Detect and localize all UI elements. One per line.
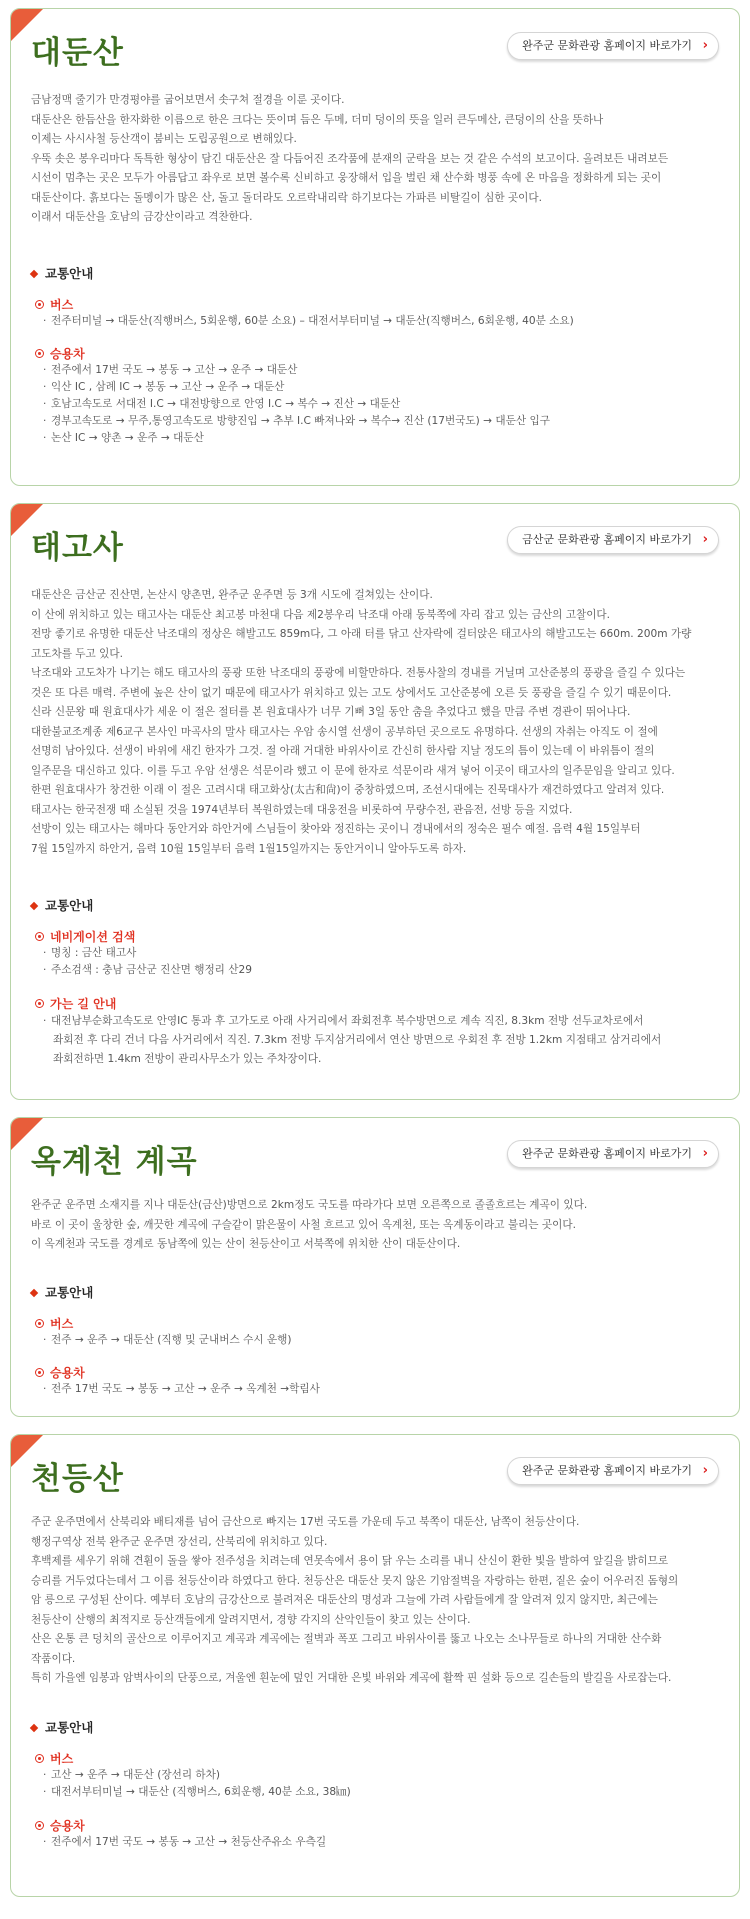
- list-item: · 전주 17번 국도 → 봉동 → 고산 → 운주 → 옥계천 →학림사: [45, 1381, 725, 1398]
- homepage-link-label: 완주군 문화관광 홈페이지 바로가기: [522, 1147, 692, 1160]
- traffic-list: [35, 313, 725, 330]
- desc-line: 대둔산은 금산군 진산면, 논산시 양촌면, 완주군 운주면 등 3개 시도에 걸쳐있는 산이다.: [31, 589, 433, 601]
- list-item: 좌회전하면 1.4km 전방이 관리사무소가 있는 주차장이다.: [53, 1053, 322, 1065]
- traffic-subheading: [35, 996, 725, 1012]
- traffic-group-car: [35, 1818, 725, 1851]
- section-description: [31, 1513, 725, 1689]
- target-bullet-icon: [35, 1754, 44, 1763]
- traffic-subheading: [35, 1818, 725, 1834]
- desc-line: 시선이 멈추는 곳은 모두가 아름답고 좌우로 보면 볼수록 신비하고 웅장해서 입을 벌린 채 산수화 병풍 속에 온 마음을 정화하게 되는 곳이: [31, 172, 662, 184]
- target-bullet-icon: [35, 349, 44, 358]
- diamond-bullet-icon: [30, 269, 38, 277]
- traffic-subheading: [35, 929, 725, 945]
- target-bullet-icon: [35, 932, 44, 941]
- desc-line: 암 릉으로 구성된 산이다. 예부터 호남의 금강산으로 불려져온 대둔산의 명성과 그늘에 가려 사람들에게 잘 알려져 있지 않지만, 최근에는: [31, 1594, 658, 1606]
- target-bullet-icon: [35, 1368, 44, 1377]
- traffic-subheading-label: 버스: [50, 1752, 74, 1766]
- diamond-bullet-icon: [30, 1288, 38, 1296]
- desc-line: 승리를 거두었다는데서 그 이름 천등산이라 하였다고 한다. 천등산은 대둔산 못지 않은 기암절벽을 자랑하는 한편, 짙은 숲이 어우러진 돔형의: [31, 1574, 679, 1587]
- traffic-subheading: [35, 1751, 725, 1767]
- target-bullet-icon: [35, 1821, 44, 1830]
- target-bullet-icon: [35, 999, 44, 1008]
- section-description: [31, 1196, 725, 1255]
- traffic-subheading-label: 승용차: [50, 347, 85, 361]
- desc-line: 금남정맥 줄기가 만경평야를 굽어보면서 솟구쳐 절경을 이룬 곳이다.: [31, 94, 345, 106]
- section-title: 옥계천 계곡: [31, 1144, 198, 1180]
- section-description: [31, 586, 725, 859]
- chevron-right-icon: ›: [702, 1463, 708, 1478]
- traffic-list: [35, 1834, 725, 1851]
- desc-line: 고도차를 두고 있다.: [31, 647, 123, 660]
- desc-line: 한편 원효대사가 창건한 이래 이 절은 고려시대 태고화상(太古和尙)이 중창하였으며, 조선시대에는 진묵대사가 재건하였다고 알려져 있다.: [31, 784, 665, 796]
- traffic-subheading-label: 승용차: [50, 1366, 85, 1380]
- list-item: · 전주터미널 → 대둔산(직행버스, 5회운행, 60분 소요) – 대전서부터미널 → 대둔산(직행버스, 6회운행, 40분 소요): [45, 313, 725, 330]
- desc-line: 일주문을 대신하고 있다. 이를 두고 우암 선생은 석문이라 했고 이 문에 한자로 석문이라 새겨 넣어 이곳이 태고사의 일주문임을 알리고 있다.: [31, 764, 675, 777]
- desc-line: 작품이다.: [31, 1652, 76, 1665]
- desc-line: 행정구역상 전북 완주군 운주면 장선리, 산북리에 위치하고 있다.: [31, 1535, 328, 1548]
- desc-line: 것은 또 다른 매력. 주변에 높은 산이 없기 때문에 태고사가 위치하고 있는 고도 상에서도 고산준봉에 오른 듯 풍광을 즐길 수 있기 때문이다.: [31, 686, 672, 699]
- traffic-subheading-label: 버스: [50, 1317, 74, 1331]
- chevron-right-icon: ›: [702, 532, 708, 547]
- list-item: · 전주에서 17번 국도 → 봉동 → 고산 → 천등산주유소 우측길: [45, 1834, 725, 1851]
- diamond-bullet-icon: [30, 1723, 38, 1731]
- desc-line: 천등산이 산행의 최적지로 등산객들에게 알려지면서, 경향 각지의 산악인들이 찾고 있는 산이다.: [31, 1613, 471, 1626]
- target-bullet-icon: [35, 300, 44, 309]
- traffic-heading: [31, 1283, 93, 1301]
- traffic-group-directions: [35, 996, 725, 1069]
- homepage-link-label: 완주군 문화관광 홈페이지 바로가기: [522, 1464, 692, 1477]
- traffic-subheading-label: 가는 길 안내: [50, 997, 117, 1011]
- traffic-heading: [31, 896, 93, 914]
- traffic-list: [35, 1767, 725, 1801]
- traffic-group-car: [35, 1365, 725, 1398]
- chevron-right-icon: ›: [702, 38, 708, 53]
- desc-line: 낙조대와 고도차가 나기는 해도 태고사의 풍광 또한 낙조대의 풍광에 비할만하다. 전통사찰의 경내를 거닐며 고산준봉의 풍광을 즐길 수 있다는: [31, 667, 686, 679]
- section-title: 천등산: [31, 1461, 124, 1497]
- traffic-subheading: [35, 297, 725, 313]
- desc-line: 태고사는 한국전쟁 때 소실된 것을 1974년부터 복원하였는데 대웅전을 비롯하여 무량수전, 관음전, 선방 등을 지었다.: [31, 803, 573, 816]
- desc-line: 대둔산은 한듬산을 한자화한 이름으로 한은 크다는 뜻이며 듬은 두메, 더미 덩이의 뜻을 일러 큰두메산, 큰덩이의 산을 뜻하나: [31, 113, 604, 126]
- traffic-list: [35, 362, 725, 447]
- desc-line: 대둔산이다. 흙보다는 돌멩이가 많은 산, 돌고 돌더라도 오르락내리락 하기보다는 가파른 비탈길이 심한 곳이다.: [31, 191, 543, 204]
- homepage-link-button[interactable]: [507, 1457, 719, 1485]
- desc-line: 7월 15일까지 하안거, 음력 10월 15일부터 음력 1월15일까지는 동안거이니 알아두도록 하자.: [31, 842, 467, 855]
- section-title: 태고사: [31, 530, 124, 566]
- list-item: · 고산 → 운주 → 대둔산 (장선리 하차): [45, 1767, 725, 1784]
- desc-line: 대한불교조계종 제6교구 본사인 마곡사의 말사 태고사는 우암 송시열 선생이 공부하던 곳으로도 유명하다. 선생의 자취는 아직도 이 절에: [31, 725, 658, 738]
- desc-line: 특히 가을엔 임봉과 암벽사이의 단풍으로, 겨울엔 흰눈에 덮인 거대한 은빛 바위와 계곡에 활짝 핀 설화 등으로 길손들의 발길을 사로잡는다.: [31, 1672, 672, 1684]
- traffic-heading: [31, 1718, 93, 1736]
- list-item: · 주소검색 : 충남 금산군 진산면 행정리 산29: [45, 962, 725, 979]
- traffic-heading-label: 교통안내: [45, 1285, 94, 1300]
- homepage-link-label: 금산군 문화관광 홈페이지 바로가기: [522, 533, 692, 546]
- traffic-group-navigation: [35, 929, 725, 979]
- traffic-group-bus: [35, 1316, 725, 1349]
- desc-line: 우뚝 솟은 봉우리마다 독특한 형상이 담긴 대둔산은 잘 다듬어진 조각품에 분재의 군락을 보는 것 같은 수석의 보고이다. 올려보든 내려보든: [31, 152, 669, 165]
- traffic-subheading-label: 네비게이션 검색: [50, 930, 136, 944]
- traffic-subheading: [35, 1316, 725, 1332]
- section-description: [31, 91, 725, 228]
- desc-line: 이제는 사시사철 등산객이 붐비는 도립공원으로 변해있다.: [31, 133, 297, 145]
- homepage-link-button[interactable]: [507, 32, 719, 60]
- traffic-group-bus: [35, 297, 725, 330]
- traffic-list: [35, 1012, 725, 1069]
- list-item: · 논산 IC → 양촌 → 운주 → 대둔산: [45, 430, 725, 447]
- list-item: · 명칭 : 금산 태고사: [45, 945, 725, 962]
- desc-line: 후백제를 세우기 위해 견훤이 돌을 쌓아 전주성을 치려는데 연못속에서 용이 닭 우는 소리를 내니 산신이 환한 빛을 발하여 앞길을 밝히므로: [31, 1555, 669, 1567]
- desc-line: 전망 좋기로 유명한 대둔산 낙조대의 정상은 해발고도 859m다, 그 아래 터를 닦고 산자락에 걸터앉은 태고사의 해발고도는 660m. 200m 가량: [31, 628, 692, 640]
- list-item: · 대전남부순화고속도로 안영IC 통과 후 고가도로 아래 사거리에서 좌회전후 복수방면으로 계속 직진, 8.3km 전방 선두교차로에서: [45, 1012, 725, 1031]
- desc-line: 이래서 대둔산을 호남의 금강산이라고 격찬한다.: [31, 211, 253, 223]
- traffic-group-car: [35, 346, 725, 447]
- traffic-heading-label: 교통안내: [45, 1720, 94, 1735]
- desc-line: 이 산에 위치하고 있는 태고사는 대둔산 최고봉 마천대 다음 제2봉우리 낙조대 아래 동북쪽에 자리 잡고 있는 금산의 고찰이다.: [31, 608, 611, 621]
- desc-line: 이 옥계천과 국도를 경계로 동남쪽에 있는 산이 천등산이고 서북쪽에 위치한 산이 대둔산이다.: [31, 1238, 461, 1250]
- list-item: · 경부고속도로 → 무주,통영고속도로 방향진입 → 추부 I.C 빠져나와 → 복수→ 진산 (17번국도) → 대둔산 입구: [45, 413, 725, 430]
- desc-line: 완주군 운주면 소재지를 지나 대둔산(금산)방면으로 2km정도 국도를 따라가다 보면 오른쪽으로 졸졸흐르는 계곡이 있다.: [31, 1199, 588, 1211]
- list-item: · 전주에서 17번 국도 → 봉동 → 고산 → 운주 → 대둔산: [45, 362, 725, 379]
- section-daedunsan: [10, 8, 740, 486]
- traffic-subheading: [35, 1365, 725, 1381]
- list-item: · 전주 → 운주 → 대둔산 (직행 및 군내버스 수시 운행): [45, 1332, 725, 1349]
- target-bullet-icon: [35, 1319, 44, 1328]
- desc-line: 주군 운주면에서 산북리와 배티재를 넘어 금산으로 빠지는 17번 국도를 가운데 두고 북쪽이 대둔산, 남쪽이 천등산이다.: [31, 1516, 580, 1528]
- diamond-bullet-icon: [30, 901, 38, 909]
- desc-line: 신라 신문왕 때 원효대사가 세운 이 절은 절터를 본 원효대사가 너무 기뻐 3일 동안 춤을 추었다고 했을 만큼 주변 경관이 뛰어나다.: [31, 706, 631, 718]
- list-item: 좌회전 후 다리 건너 다음 사거리에서 직진. 7.3km 전방 두지삼거리에서 연산 방면으로 우회전 후 전방 1.2km 지점태고 삼거리에서: [53, 1034, 662, 1046]
- traffic-heading-label: 교통안내: [45, 898, 94, 913]
- traffic-subheading: [35, 346, 725, 362]
- homepage-link-label: 완주군 문화관광 홈페이지 바로가기: [522, 39, 692, 52]
- desc-line: 선방이 있는 태고사는 해마다 동안거와 하안거에 스님들이 찾아와 정진하는 곳이니 경내에서의 정숙은 필수 예절. 음력 4월 15일부터: [31, 823, 641, 835]
- traffic-list: [35, 1381, 725, 1398]
- chevron-right-icon: ›: [702, 1146, 708, 1161]
- traffic-subheading-label: 버스: [50, 298, 74, 312]
- desc-line: 산은 온통 큰 덩치의 골산으로 이루어지고 계곡과 계곡에는 절벽과 폭포 그리고 바위사이를 뚫고 나오는 소나무들로 하나의 거대한 산수화: [31, 1633, 662, 1645]
- traffic-list: [35, 1332, 725, 1349]
- traffic-heading: [31, 264, 93, 282]
- section-cheondeungsan: [10, 1434, 740, 1897]
- homepage-link-button[interactable]: [507, 526, 719, 554]
- traffic-heading-label: 교통안내: [45, 266, 94, 281]
- desc-line: 선명히 남아있다. 선생이 바위에 새긴 한자가 그것. 절 아래 거대한 바위사이로 간신히 한사람 지날 정도의 틈이 있는데 이 바위틈이 절의: [31, 745, 655, 757]
- traffic-list: [35, 945, 725, 979]
- list-item: · 대전서부터미널 → 대둔산 (직행버스, 6회운행, 40분 소요, 38㎞): [45, 1784, 725, 1801]
- homepage-link-button[interactable]: [507, 1140, 719, 1168]
- list-item: · 익산 IC , 삼례 IC → 봉동 → 고산 → 운주 → 대둔산: [45, 379, 725, 396]
- desc-line: 바로 이 곳이 울창한 숲, 깨끗한 계곡에 구슬같이 맑은물이 사철 흐르고 있어 옥계천, 또는 옥계동이라고 불리는 곳이다.: [31, 1218, 576, 1231]
- section-okgyecheon: [10, 1117, 740, 1417]
- list-item: · 호남고속도로 서대전 I.C → 대전방향으로 안영 I.C → 복수 → 진산 → 대둔산: [45, 396, 725, 413]
- section-title: 대둔산: [31, 35, 124, 71]
- traffic-subheading-label: 승용차: [50, 1819, 85, 1833]
- traffic-group-bus: [35, 1751, 725, 1801]
- section-taegosa: [10, 503, 740, 1100]
